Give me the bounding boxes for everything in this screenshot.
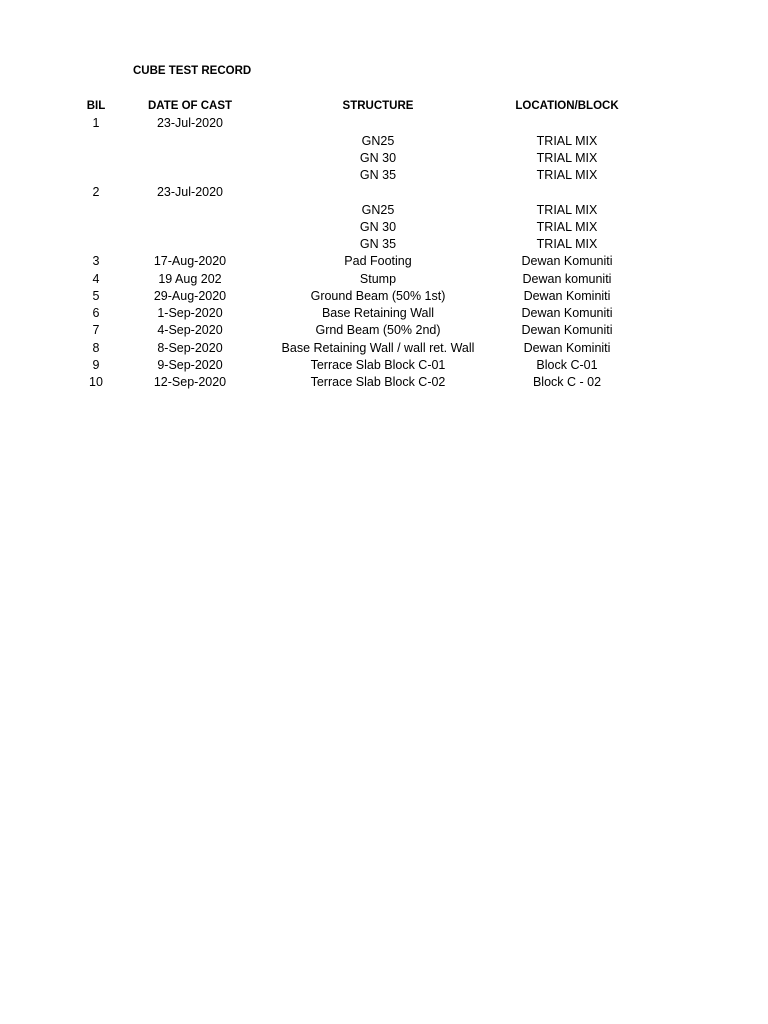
cell-bil: 3 <box>92 254 100 269</box>
cell-structure: GN25 <box>361 202 395 217</box>
cell-location: Dewan Komuniti <box>521 254 613 269</box>
cell-structure <box>248 184 508 201</box>
cell-bil: 10 <box>89 375 103 389</box>
table-row <box>60 271 626 288</box>
cell-structure: Ground Beam (50% 1st) <box>310 288 446 303</box>
cell-bil <box>60 219 132 236</box>
cell-date-of-cast: 23-Jul-2020 <box>156 185 223 200</box>
cell-location: TRIAL MIX <box>536 168 598 182</box>
cell-date-of-cast: 29-Aug-2020 <box>153 288 227 303</box>
table-row <box>60 150 626 167</box>
cell-bil: 5 <box>92 288 100 303</box>
cell-bil: 4 <box>92 271 100 286</box>
cell-date-of-cast <box>132 150 248 167</box>
cell-bil: 8 <box>92 340 100 355</box>
cell-structure: GN 35 <box>359 168 397 182</box>
header-row <box>60 98 626 115</box>
cell-structure: GN 30 <box>359 219 397 234</box>
table-row <box>60 167 626 184</box>
table-row <box>60 374 626 391</box>
cell-date-of-cast <box>132 133 248 150</box>
header-structure: STRUCTURE <box>342 100 414 112</box>
cell-bil: 6 <box>92 306 100 320</box>
cell-structure <box>248 115 508 132</box>
cell-bil: 7 <box>92 323 100 338</box>
table-row <box>60 340 626 357</box>
table-row <box>60 202 626 219</box>
cell-bil: 1 <box>92 116 100 131</box>
cell-bil: 9 <box>92 357 100 372</box>
table-row <box>60 133 626 150</box>
cell-date-of-cast: 19 Aug 202 <box>158 271 222 286</box>
cell-date-of-cast: 23-Jul-2020 <box>156 116 223 131</box>
cell-bil <box>60 150 132 167</box>
cell-date-of-cast: 9-Sep-2020 <box>157 357 223 372</box>
cell-bil <box>60 167 132 184</box>
table-row <box>60 219 626 236</box>
cell-structure: Stump <box>359 271 397 286</box>
cell-bil <box>60 236 132 253</box>
cell-structure: GN25 <box>361 133 395 148</box>
page-title: CUBE TEST RECORD <box>133 65 252 77</box>
cell-bil <box>60 202 132 219</box>
cell-date-of-cast: 8-Sep-2020 <box>157 340 223 355</box>
cell-structure: Base Retaining Wall <box>321 306 435 320</box>
cell-date-of-cast <box>132 167 248 184</box>
cell-location: TRIAL MIX <box>536 219 598 234</box>
cell-bil <box>60 133 132 150</box>
header-location-block: LOCATION/BLOCK <box>515 100 619 112</box>
table-row <box>60 115 626 132</box>
cell-bil: 2 <box>92 185 100 200</box>
cell-date-of-cast <box>132 219 248 236</box>
cell-location: Block C - 02 <box>532 375 602 389</box>
table-row <box>60 305 626 322</box>
cell-structure: GN 35 <box>359 237 397 251</box>
cell-location: TRIAL MIX <box>536 202 598 217</box>
cell-location: Dewan Komuniti <box>521 323 613 338</box>
cell-structure: Terrace Slab Block C-02 <box>310 375 446 389</box>
cell-structure: Base Retaining Wall / wall ret. Wall <box>281 340 475 355</box>
cell-location: Dewan Kominiti <box>523 288 611 303</box>
cell-location: Dewan Kominiti <box>523 340 611 355</box>
cell-date-of-cast <box>132 202 248 219</box>
cell-location: TRIAL MIX <box>536 237 598 251</box>
table-row <box>60 357 626 374</box>
cell-structure: Pad Footing <box>344 254 412 269</box>
table-row <box>60 253 626 270</box>
header-bil: BIL <box>86 100 106 112</box>
cell-date-of-cast: 17-Aug-2020 <box>153 254 227 269</box>
table-row <box>60 236 626 253</box>
cell-structure: Grnd Beam (50% 2nd) <box>315 323 441 338</box>
cell-structure: Terrace Slab Block C-01 <box>310 357 446 372</box>
cell-location <box>508 184 626 201</box>
cell-location: Block C-01 <box>536 357 598 372</box>
cell-location: TRIAL MIX <box>536 133 598 148</box>
cell-location: TRIAL MIX <box>536 150 598 165</box>
cell-date-of-cast: 1-Sep-2020 <box>157 306 223 320</box>
cell-location: Dewan komuniti <box>522 271 612 286</box>
table-row <box>60 184 626 201</box>
cell-structure: GN 30 <box>359 150 397 165</box>
cell-location: Dewan Komuniti <box>521 306 613 320</box>
cube-test-table <box>60 98 626 391</box>
cell-date-of-cast: 4-Sep-2020 <box>157 323 223 338</box>
table-row <box>60 288 626 305</box>
cell-date-of-cast: 12-Sep-2020 <box>153 375 227 389</box>
cell-location <box>508 115 626 132</box>
header-date-of-cast: DATE OF CAST <box>147 100 233 112</box>
table-row <box>60 322 626 339</box>
cell-date-of-cast <box>132 236 248 253</box>
